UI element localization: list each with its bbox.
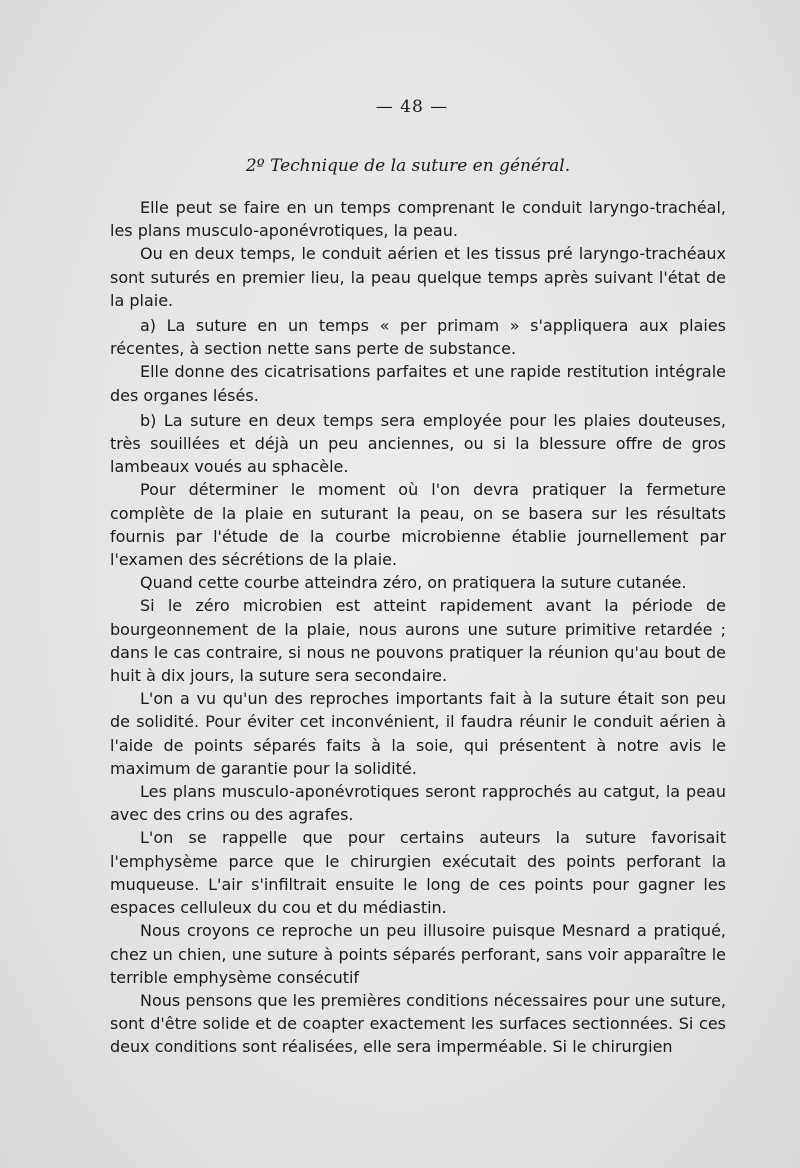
paragraph-8: Si le zéro microbien est atteint rapidement avant la période de bourgeonnement de la plaie, nous aurons une suture primitive retardée ; dans le cas contraire, si nous ne pouvons pratiquer la réunion qu'au bout de huit à dix jours, la suture sera secondaire.	[110, 596, 726, 686]
paragraph-1: Elle peut se faire en un temps comprenant le conduit laryngo-trachéal, les plans musculo-aponévrotiques, la peau.	[110, 198, 726, 241]
paragraph-4: Elle donne des cicatrisations parfaites et une rapide restitution intégrale des organes lésés.	[110, 362, 726, 405]
page-number: — 48 —	[375, 97, 449, 117]
section-title: 2º Technique de la suture en général.	[245, 156, 571, 176]
paragraph-9: L'on a vu qu'un des reproches importants fait à la suture était son peu de solidité. Pour éviter cet inconvénient, il faudra réunir le conduit aérien à l'aide de points séparés faits à la soie, qui présentent à notre avis le maximum de garantie pour la solidité.	[110, 689, 726, 778]
paragraph-7: Quand cette courbe atteindra zéro, on pratiquera la suture cutanée.	[140, 573, 687, 593]
paragraph-12: Nous croyons ce reproche un peu illusoire puisque Mesnard a pratiqué, chez un chien, une suture à points séparés perforant, sans voir apparaître le terrible emphysème consécutif	[110, 921, 726, 987]
paragraph-10: Les plans musculo-aponévrotiques seront rapprochés au catgut, la peau avec des crins ou des agrafes.	[110, 782, 726, 825]
paragraph-3: a) La suture en un temps « per primam » s'appliquera aux plaies récentes, à section nette sans perte de substance.	[110, 316, 726, 359]
paragraph-2: Ou en deux temps, le conduit aérien et les tissus pré laryngo-trachéaux sont suturés en premier lieu, la peau quelque temps après suivant l'état de la plaie.	[110, 244, 726, 310]
paragraph-5: b) La suture en deux temps sera employée pour les plaies douteuses, très souillées et déjà un peu anciennes, ou si la blessure offre de gros lambeaux voués au sphacèle.	[110, 410, 726, 477]
paragraph-13: Nous pensons que les premières conditions nécessaires pour une suture, sont d'être solide et de coapter exactement les surfaces sectionnées. Si ces deux conditions sont réalisées, elle sera imperméable. Si le chirurgien	[110, 990, 726, 1057]
paragraph-11: L'on se rappelle que pour certains auteurs la suture favorisait l'emphysème parce que le chirurgien exécutait des points perforant la muqueuse. L'air s'infiltrait ensuite le long de ces points pour gagner les espaces celluleux du cou et du médiastin.	[110, 828, 726, 918]
body-text	[110, 196, 726, 1059]
paragraph-6: Pour déterminer le moment où l'on devra pratiquer la fermeture complète de la plaie en suturant la peau, on se basera sur les résultats fournis par l'étude de la courbe microbienne établie journellement par l'examen des sécrétions de la plaie.	[110, 480, 726, 570]
